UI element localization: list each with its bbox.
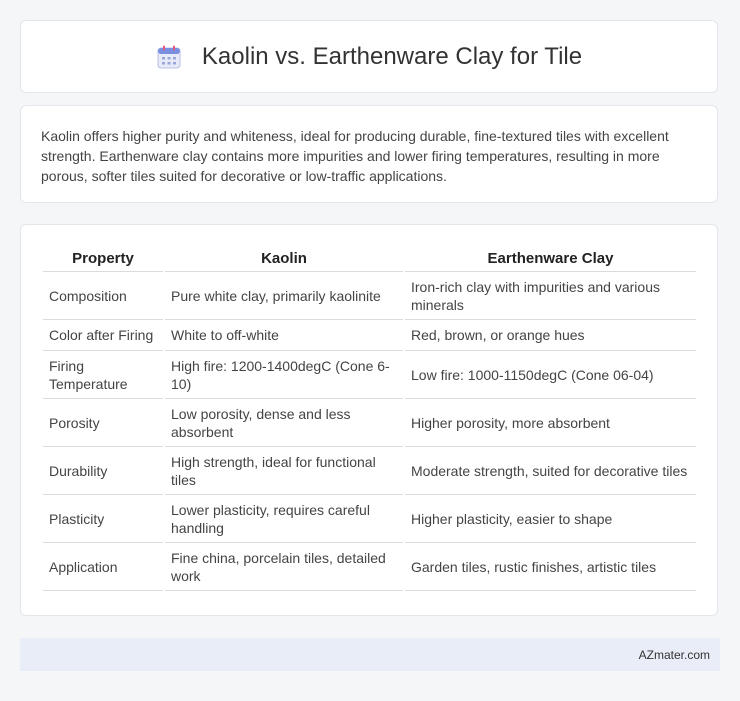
table-cell: Lower plasticity, requires careful handling — [165, 495, 403, 543]
table-cell: Higher porosity, more absorbent — [405, 399, 696, 447]
table-cell: Iron-rich clay with impurities and various minerals — [405, 272, 696, 320]
table-cell: Pure white clay, primarily kaolinite — [165, 272, 403, 320]
table-cell: Moderate strength, suited for decorative tiles — [405, 447, 696, 495]
table-cell: Fine china, porcelain tiles, detailed work — [165, 543, 403, 591]
table-row — [43, 495, 696, 543]
comparison-table-card — [20, 224, 718, 616]
summary-text: Kaolin offers higher purity and whiteness, ideal for producing durable, fine-textured tiles with excellent strength. Earthenware clay contains more impurities and lower firing temperatures, resulting in more porous, softer tiles suited for decorative or low-traffic applications. — [41, 128, 669, 184]
table-cell: Firing Temperature — [43, 351, 163, 399]
table-row — [43, 399, 696, 447]
table-cell: Composition — [43, 272, 163, 320]
table-row — [43, 351, 696, 399]
table-row — [43, 320, 696, 351]
title-card — [20, 20, 718, 93]
table-cell: Application — [43, 543, 163, 591]
summary-card — [20, 105, 718, 203]
footer-brand[interactable]: AZmater.com — [638, 647, 710, 662]
table-row — [43, 447, 696, 495]
table-cell: Garden tiles, rustic finishes, artistic tiles — [405, 543, 696, 591]
comparison-table — [41, 245, 698, 591]
table-cell: White to off-white — [165, 320, 403, 351]
table-cell: Color after Firing — [43, 320, 163, 351]
table-header-row — [43, 245, 696, 272]
table-cell: Higher plasticity, easier to shape — [405, 495, 696, 543]
page-title: Kaolin vs. Earthenware Clay for Tile — [201, 42, 583, 70]
table-cell: Low fire: 1000-1150degC (Cone 06-04) — [405, 351, 696, 399]
table-row — [43, 543, 696, 591]
column-header-earthenware: Earthenware Clay — [405, 245, 696, 272]
table-cell: Low porosity, dense and less absorbent — [165, 399, 403, 447]
table-cell: Red, brown, or orange hues — [405, 320, 696, 351]
column-header-kaolin: Kaolin — [165, 245, 403, 272]
table-cell: High strength, ideal for functional tiles — [165, 447, 403, 495]
table-row — [43, 272, 696, 320]
footer — [20, 638, 720, 671]
calendar-icon — [156, 44, 182, 70]
table-cell: Porosity — [43, 399, 163, 447]
column-header-property: Property — [43, 245, 163, 272]
table-cell: High fire: 1200-1400degC (Cone 6-10) — [165, 351, 403, 399]
table-cell: Durability — [43, 447, 163, 495]
table-cell: Plasticity — [43, 495, 163, 543]
